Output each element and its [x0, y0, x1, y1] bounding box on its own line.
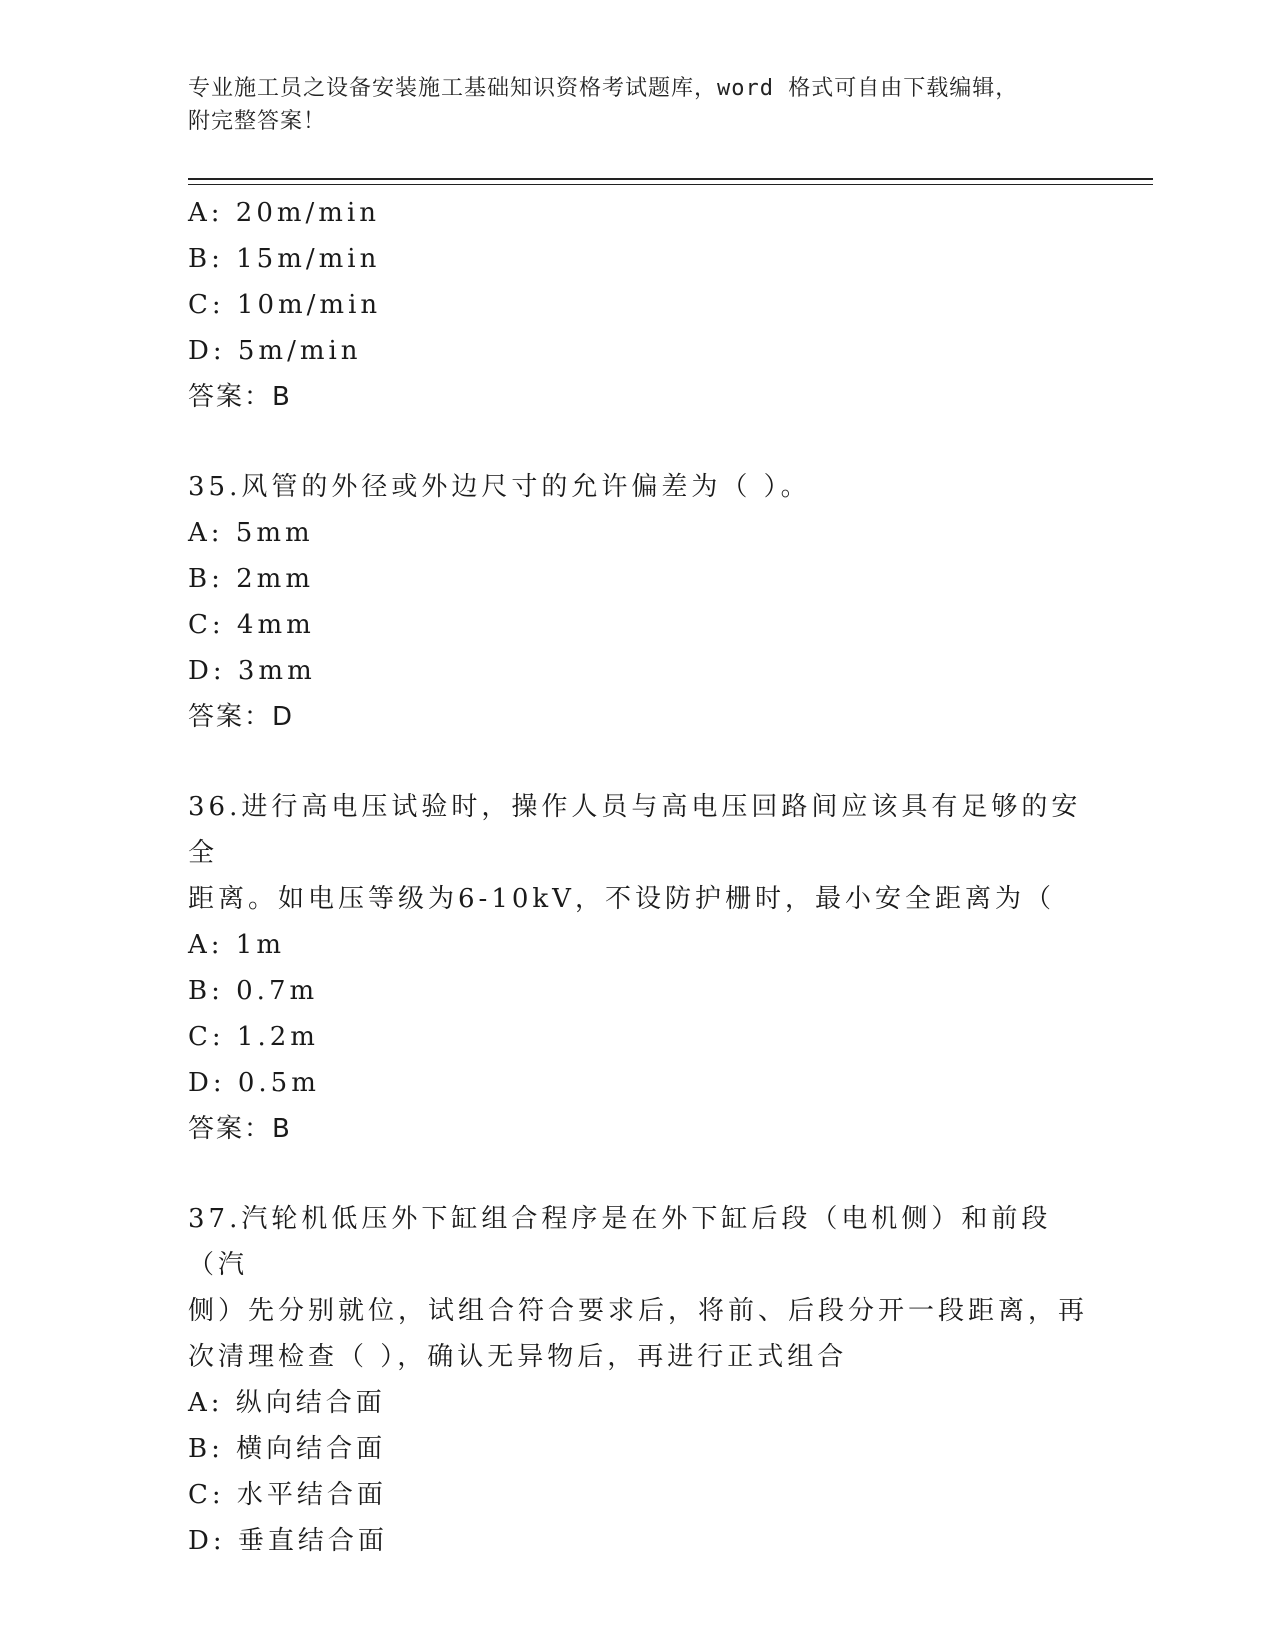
option-a: A: 20m/min	[188, 198, 381, 228]
question-37	[188, 1196, 1088, 1564]
answer-line: 答案：B	[188, 1114, 292, 1144]
header-line-1: 专业施工员之设备安装施工基础知识资格考试题库，word 格式可自由下载编辑，	[188, 76, 1019, 101]
question-text-line-1: 36.进行高电压试验时，操作人员与高电压回路间应该具有足够的安全	[188, 792, 1082, 868]
document-header	[188, 72, 1088, 138]
question-35	[188, 464, 1088, 740]
option-a: A: 5mm	[188, 518, 314, 548]
spacer	[188, 740, 1088, 784]
option-c: C: 1.2m	[188, 1022, 319, 1052]
option-a: A: 纵向结合面	[188, 1388, 386, 1418]
option-c: C: 10m/min	[188, 290, 382, 320]
option-a: A: 1m	[188, 930, 285, 960]
spacer	[188, 420, 1088, 464]
option-b: B: 横向结合面	[188, 1434, 387, 1464]
question-text: 35.风管的外径或外边尺寸的允许偏差为（ ）。	[188, 472, 811, 502]
question-36	[188, 784, 1088, 1152]
header-line-2: 附完整答案！	[188, 109, 327, 134]
option-c: C: 水平结合面	[188, 1480, 387, 1510]
option-d: D: 3mm	[188, 656, 316, 686]
option-d: D: 垂直结合面	[188, 1526, 388, 1556]
header-divider-thin	[188, 184, 1153, 185]
option-b: B: 0.7m	[188, 976, 319, 1006]
option-b: B: 15m/min	[188, 244, 381, 274]
question-text-line-1: 37.汽轮机低压外下缸组合程序是在外下缸后段（电机侧）和前段（汽	[188, 1204, 1052, 1280]
option-d: D: 5m/min	[188, 336, 362, 366]
question-text-line-3: 次清理检查（ ），确认无异物后，再进行正式组合	[188, 1342, 848, 1372]
option-d: D: 0.5m	[188, 1068, 320, 1098]
option-c: C: 4mm	[188, 610, 315, 640]
question-text-line-2: 距离。如电压等级为6-10kV，不设防护栅时，最小安全距离为（	[188, 884, 1055, 914]
answer-line: 答案：B	[188, 382, 292, 412]
option-b: B: 2mm	[188, 564, 314, 594]
answer-line: 答案：D	[188, 702, 295, 732]
question-34	[188, 190, 1088, 420]
header-divider-thick	[188, 178, 1153, 180]
question-text-line-2: 侧）先分别就位，试组合符合要求后，将前、后段分开一段距离，再	[188, 1296, 1089, 1326]
spacer	[188, 1152, 1088, 1196]
question-content	[188, 190, 1088, 1564]
